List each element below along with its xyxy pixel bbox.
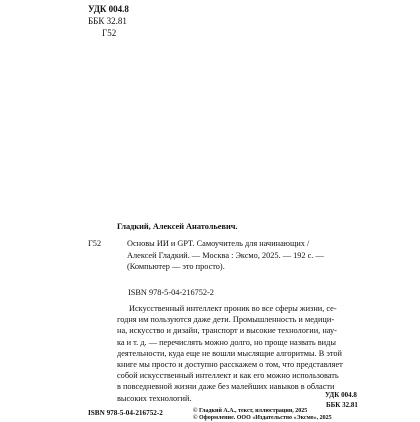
udk-code: УДК 004.8 (88, 4, 129, 14)
isbn: ISBN 978-5-04-216752-2 (128, 288, 214, 297)
author-mark-left: Г52 (88, 239, 102, 248)
bbk-code: ББК 32.81 (88, 16, 127, 26)
copyright-line: © Оформление. ООО «Издательство «Эксмо», 2025 (193, 415, 332, 421)
description-line: (Компьютер — это просто). (127, 262, 225, 271)
annotation-line: в повседневной жизни даже без малейших навыков в области (117, 382, 335, 392)
annotation-line: на, искусство и дизайн, транспорт и высокие технологии, нау- (117, 326, 337, 336)
author-mark: Г52 (102, 28, 117, 38)
description-line: Основы ИИ и GPT. Самоучитель для начинающих / (127, 239, 310, 248)
footer-isbn: ISBN 978-5-04-216752-2 (88, 409, 163, 417)
footer-bbk-code: ББК 32.81 (326, 401, 358, 409)
annotation-line: годня им пользуются даже дети. Промышленность и медици- (117, 315, 335, 325)
footer-udk-code: УДК 004.8 (325, 391, 357, 399)
annotation-line: высоких технологий. (117, 393, 192, 403)
annotation-line: деятельности, куда еще не вошли мыслящие алгоритмы. В этой (117, 348, 342, 358)
annotation-line: Искусственный интеллект проник во все сферы жизни, се- (129, 304, 337, 313)
annotation-line: книге мы просто и доступно расскажем о том, что представляет (117, 360, 343, 370)
description-line: Алексей Гладкий. — Москва : Эксмо, 2025. — 192 с. — (127, 250, 324, 260)
annotation-line: ка и т. д. — перечислять можно долго, но проще назвать виды (117, 337, 336, 347)
copyright-line: © Гладкий А.А., текст, иллюстрации, 2025 (193, 408, 308, 414)
author-heading: Гладкий, Алексей Анатольевич. (117, 222, 238, 231)
annotation (117, 303, 357, 404)
annotation-line: собой искусственный интеллект и как его можно использовать (117, 371, 339, 381)
bibliographic-description (127, 238, 352, 273)
